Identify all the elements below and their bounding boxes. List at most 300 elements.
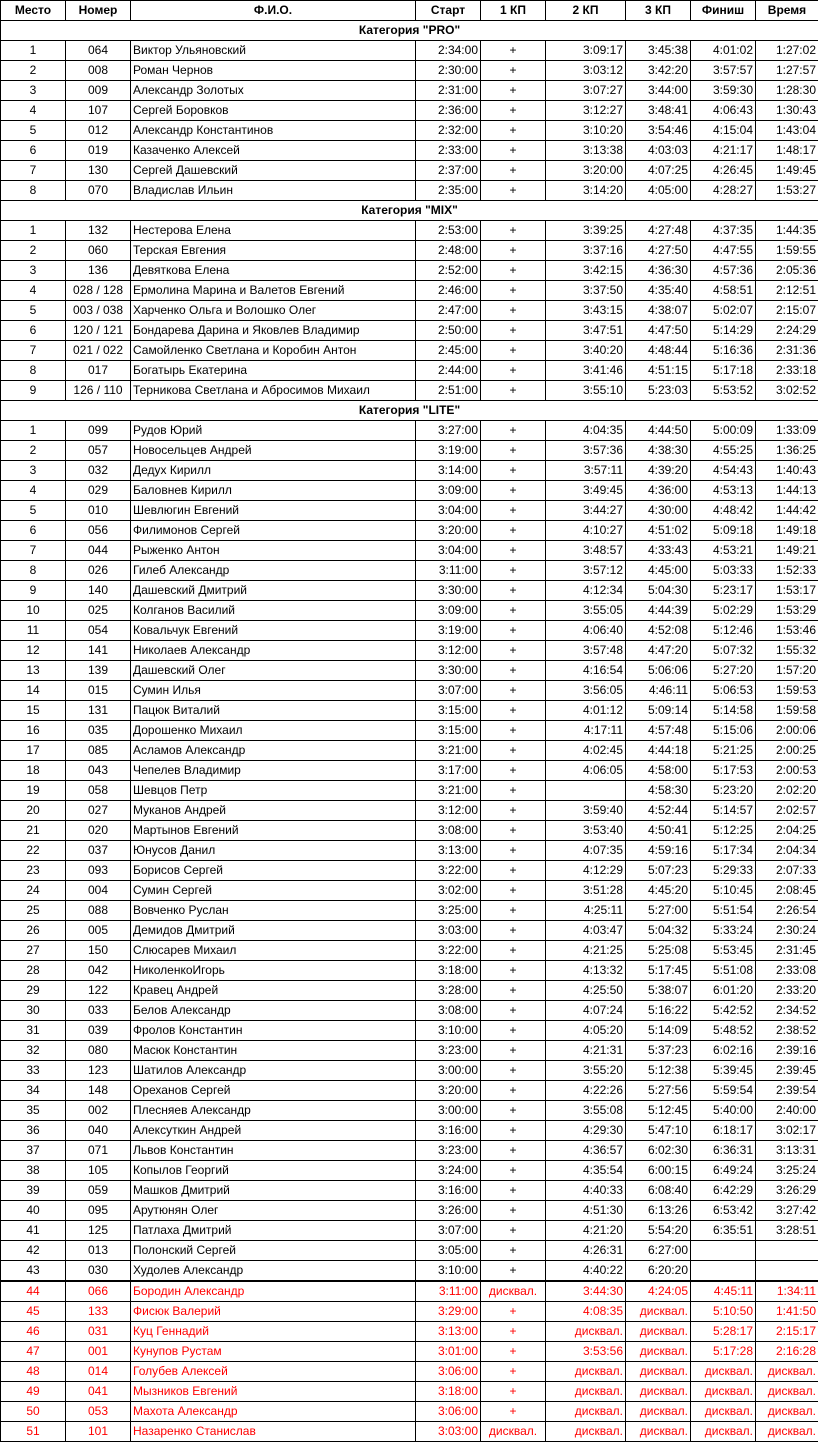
table-row [1,1382,818,1402]
cell-finish: 6:49:24 [691,1161,756,1181]
cell-name: Борисов Сергей [131,861,416,881]
table-row [1,1281,818,1302]
cell-place: 23 [1,861,66,881]
cell-time: дисквал. [756,1422,818,1442]
cell-place: 44 [1,1281,66,1302]
cell-number: 009 [66,81,131,101]
cell-finish: дисквал. [691,1382,756,1402]
cell-kp2: 4:17:11 [546,721,626,741]
cell-time: 2:00:25 [756,741,818,761]
cell-kp2: 4:10:27 [546,521,626,541]
header-name: Ф.И.О. [131,1,416,21]
cell-number: 107 [66,101,131,121]
table-row [1,901,818,921]
cell-name: Виктор Ульяновский [131,41,416,61]
cell-time: 2:39:16 [756,1041,818,1061]
cell-kp2: дисквал. [546,1422,626,1442]
cell-finish: 5:59:54 [691,1081,756,1101]
cell-kp3: 5:07:23 [626,861,691,881]
cell-kp3: 4:05:00 [626,181,691,201]
cell-kp3: 5:09:14 [626,701,691,721]
cell-name: Новосельцев Андрей [131,441,416,461]
table-row [1,981,818,1001]
cell-kp3: 4:48:44 [626,341,691,361]
table-row [1,81,818,101]
cell-kp3: дисквал. [626,1322,691,1342]
cell-name: Терникова Светлана и Абросимов Михаил [131,381,416,401]
cell-kp3: 4:03:03 [626,141,691,161]
cell-kp2: 4:35:54 [546,1161,626,1181]
cell-kp1: + [481,1021,546,1041]
cell-kp2: 4:06:05 [546,761,626,781]
cell-finish: 5:42:52 [691,1001,756,1021]
cell-name: Белов Александр [131,1001,416,1021]
cell-kp3: 5:06:06 [626,661,691,681]
cell-kp1: + [481,261,546,281]
cell-kp3: 3:54:46 [626,121,691,141]
cell-kp1: + [481,841,546,861]
cell-kp2: 4:01:12 [546,701,626,721]
cell-start: 2:31:00 [416,81,481,101]
cell-name: Сергей Дашевский [131,161,416,181]
cell-place: 7 [1,541,66,561]
table-row [1,1041,818,1061]
cell-number: 013 [66,1241,131,1261]
cell-kp3: 5:16:22 [626,1001,691,1021]
cell-finish: 6:36:31 [691,1141,756,1161]
cell-place: 1 [1,221,66,241]
cell-kp2: 3:13:38 [546,141,626,161]
cell-number: 041 [66,1382,131,1402]
cell-kp3: 4:36:30 [626,261,691,281]
cell-name: Дашевский Дмитрий [131,581,416,601]
category-title: Категория "MIX" [1,201,818,221]
category-header [1,21,818,41]
cell-finish: 5:12:25 [691,821,756,841]
cell-start: 3:14:00 [416,461,481,481]
cell-kp2 [546,781,626,801]
cell-name: Худолев Александр [131,1261,416,1282]
cell-name: Шевлюгин Евгений [131,501,416,521]
cell-place: 4 [1,481,66,501]
cell-kp1: + [481,561,546,581]
cell-number: 043 [66,761,131,781]
cell-kp3: 4:33:43 [626,541,691,561]
cell-place: 30 [1,1001,66,1021]
table-row [1,681,818,701]
table-row [1,961,818,981]
cell-kp1: + [481,541,546,561]
cell-number: 015 [66,681,131,701]
table-row [1,301,818,321]
cell-kp1: + [481,1322,546,1342]
cell-time: 2:02:20 [756,781,818,801]
table-row [1,521,818,541]
cell-name: Дорошенко Михаил [131,721,416,741]
cell-kp2: 3:57:48 [546,641,626,661]
cell-place: 8 [1,181,66,201]
cell-place: 51 [1,1422,66,1442]
cell-place: 12 [1,641,66,661]
cell-start: 3:09:00 [416,481,481,501]
cell-start: 3:01:00 [416,1342,481,1362]
cell-kp3: 5:38:07 [626,981,691,1001]
cell-number: 030 [66,1261,131,1282]
cell-kp3: дисквал. [626,1422,691,1442]
cell-kp3: 4:47:50 [626,321,691,341]
cell-finish: 5:51:08 [691,961,756,981]
cell-finish: 5:02:29 [691,601,756,621]
cell-place: 45 [1,1302,66,1322]
cell-finish: 5:29:33 [691,861,756,881]
cell-place: 8 [1,361,66,381]
table-row [1,361,818,381]
cell-time: 1:55:32 [756,641,818,661]
cell-start: 3:09:00 [416,601,481,621]
cell-finish: 5:14:29 [691,321,756,341]
cell-time: 2:30:24 [756,921,818,941]
cell-finish: 5:15:06 [691,721,756,741]
cell-number: 019 [66,141,131,161]
cell-kp1: + [481,1342,546,1362]
cell-name: Рыженко Антон [131,541,416,561]
cell-number: 125 [66,1221,131,1241]
cell-kp1: + [481,1001,546,1021]
cell-finish: 5:53:52 [691,381,756,401]
cell-finish: 5:16:36 [691,341,756,361]
cell-place: 2 [1,241,66,261]
cell-kp3: 6:13:26 [626,1201,691,1221]
cell-kp2: 4:05:20 [546,1021,626,1041]
cell-name: Копылов Георгий [131,1161,416,1181]
cell-time [756,1261,818,1282]
cell-name: Пацюк Виталий [131,701,416,721]
table-row [1,1402,818,1422]
cell-name: Бондарева Дарина и Яковлев Владимир [131,321,416,341]
cell-time: 1:53:46 [756,621,818,641]
cell-place: 37 [1,1141,66,1161]
cell-kp1: + [481,581,546,601]
cell-kp3: 4:59:16 [626,841,691,861]
cell-start: 3:19:00 [416,441,481,461]
cell-kp2: 3:03:12 [546,61,626,81]
cell-time: 2:39:45 [756,1061,818,1081]
cell-number: 057 [66,441,131,461]
cell-kp2: 4:21:20 [546,1221,626,1241]
cell-name: Махота Александр [131,1402,416,1422]
cell-kp1: + [481,1302,546,1322]
table-row [1,1001,818,1021]
cell-finish: 4:15:04 [691,121,756,141]
cell-place: 6 [1,321,66,341]
cell-place: 50 [1,1402,66,1422]
cell-time: 1:33:09 [756,421,818,441]
table-row [1,621,818,641]
cell-name: Николаев Александр [131,641,416,661]
cell-name: Фролов Константин [131,1021,416,1041]
cell-finish: дисквал. [691,1422,756,1442]
table-row [1,1201,818,1221]
cell-time: 1:44:42 [756,501,818,521]
cell-name: Баловнев Кирилл [131,481,416,501]
cell-place: 43 [1,1261,66,1282]
cell-kp1: + [481,501,546,521]
cell-finish: 5:39:45 [691,1061,756,1081]
cell-place: 31 [1,1021,66,1041]
cell-kp3: 6:02:30 [626,1141,691,1161]
cell-kp1: + [481,1241,546,1261]
header-row [1,1,818,21]
cell-number: 028 / 128 [66,281,131,301]
cell-finish: 3:59:30 [691,81,756,101]
cell-time: 3:02:52 [756,381,818,401]
cell-time: 1:44:13 [756,481,818,501]
cell-start: 2:33:00 [416,141,481,161]
cell-kp3: 4:51:02 [626,521,691,541]
cell-time: 1:40:43 [756,461,818,481]
cell-finish: 6:53:42 [691,1201,756,1221]
cell-place: 29 [1,981,66,1001]
cell-kp3: 4:52:08 [626,621,691,641]
cell-name: Мызников Евгений [131,1382,416,1402]
cell-start: 3:08:00 [416,821,481,841]
cell-kp3: 5:37:23 [626,1041,691,1061]
cell-finish: 4:21:17 [691,141,756,161]
cell-finish: 5:07:32 [691,641,756,661]
cell-time: 2:02:57 [756,801,818,821]
cell-time: 2:07:33 [756,861,818,881]
cell-kp1: + [481,1141,546,1161]
header-kp2: 2 КП [546,1,626,21]
table-row [1,421,818,441]
table-row [1,1322,818,1342]
cell-finish: 5:14:58 [691,701,756,721]
cell-kp2: 3:55:08 [546,1101,626,1121]
cell-kp1: + [481,1362,546,1382]
table-row [1,1241,818,1261]
cell-number: 136 [66,261,131,281]
cell-kp1: + [481,1181,546,1201]
cell-name: Муканов Андрей [131,801,416,821]
cell-name: Гилеб Александр [131,561,416,581]
cell-kp1: + [481,621,546,641]
cell-start: 3:21:00 [416,781,481,801]
cell-start: 2:45:00 [416,341,481,361]
cell-name: Демидов Дмитрий [131,921,416,941]
cell-place: 34 [1,1081,66,1101]
cell-finish: 5:06:53 [691,681,756,701]
cell-start: 2:34:00 [416,41,481,61]
cell-finish: 5:12:46 [691,621,756,641]
cell-start: 3:03:00 [416,921,481,941]
cell-number: 001 [66,1342,131,1362]
cell-place: 1 [1,421,66,441]
cell-time: 2:12:51 [756,281,818,301]
cell-kp1: + [481,381,546,401]
cell-kp2: 3:14:20 [546,181,626,201]
cell-finish: 4:58:51 [691,281,756,301]
cell-number: 085 [66,741,131,761]
cell-start: 3:27:00 [416,421,481,441]
cell-name: Ермолина Марина и Валетов Евгений [131,281,416,301]
cell-kp1: + [481,1081,546,1101]
cell-time: 1:44:35 [756,221,818,241]
cell-kp3: 3:44:00 [626,81,691,101]
header-start: Старт [416,1,481,21]
cell-name: Голубев Алексей [131,1362,416,1382]
cell-kp1: + [481,81,546,101]
cell-kp2: 4:07:35 [546,841,626,861]
cell-finish: 5:17:34 [691,841,756,861]
cell-name: Богатырь Екатерина [131,361,416,381]
cell-time: 2:00:53 [756,761,818,781]
cell-time: 1:53:27 [756,181,818,201]
cell-start: 3:13:00 [416,841,481,861]
cell-finish: 5:14:57 [691,801,756,821]
cell-number: 064 [66,41,131,61]
cell-kp2: 4:02:45 [546,741,626,761]
cell-kp1: + [481,341,546,361]
cell-kp1: + [481,641,546,661]
table-row [1,801,818,821]
cell-kp2: 4:40:22 [546,1261,626,1282]
cell-name: Сергей Боровков [131,101,416,121]
cell-finish: 6:18:17 [691,1121,756,1141]
cell-number: 035 [66,721,131,741]
cell-kp2: 3:37:50 [546,281,626,301]
cell-place: 3 [1,81,66,101]
cell-number: 044 [66,541,131,561]
cell-start: 2:48:00 [416,241,481,261]
cell-start: 3:15:00 [416,721,481,741]
cell-time: дисквал. [756,1402,818,1422]
cell-place: 9 [1,581,66,601]
cell-kp2: 3:10:20 [546,121,626,141]
cell-kp1: + [481,681,546,701]
cell-time: 2:26:54 [756,901,818,921]
cell-place: 47 [1,1342,66,1362]
cell-kp3: 6:00:15 [626,1161,691,1181]
cell-kp3: 4:52:44 [626,801,691,821]
cell-place: 42 [1,1241,66,1261]
cell-start: 3:16:00 [416,1181,481,1201]
cell-number: 056 [66,521,131,541]
cell-start: 3:20:00 [416,1081,481,1101]
cell-place: 28 [1,961,66,981]
table-row [1,1261,818,1282]
cell-kp2: 3:53:40 [546,821,626,841]
cell-time: 3:25:24 [756,1161,818,1181]
cell-kp1: + [481,241,546,261]
cell-number: 070 [66,181,131,201]
cell-kp2: 4:25:50 [546,981,626,1001]
cell-kp3: 4:38:07 [626,301,691,321]
table-row [1,241,818,261]
cell-place: 46 [1,1322,66,1342]
cell-time: 2:34:52 [756,1001,818,1021]
cell-number: 053 [66,1402,131,1422]
cell-name: Самойленко Светлана и Коробин Антон [131,341,416,361]
cell-finish: 5:17:18 [691,361,756,381]
cell-place: 8 [1,561,66,581]
cell-name: Слюсарев Михаил [131,941,416,961]
cell-time: 2:40:00 [756,1101,818,1121]
cell-number: 131 [66,701,131,721]
cell-kp3: 5:25:08 [626,941,691,961]
cell-finish: 5:17:28 [691,1342,756,1362]
cell-kp3: 5:04:32 [626,921,691,941]
cell-kp1: + [481,221,546,241]
cell-kp1: + [481,1161,546,1181]
cell-place: 20 [1,801,66,821]
cell-kp3: 6:08:40 [626,1181,691,1201]
table-row [1,921,818,941]
cell-start: 3:10:00 [416,1261,481,1282]
cell-place: 49 [1,1382,66,1402]
cell-kp1: + [481,661,546,681]
cell-name: Масюк Константин [131,1041,416,1061]
cell-kp2: дисквал. [546,1382,626,1402]
cell-kp3: 4:27:48 [626,221,691,241]
cell-place: 36 [1,1121,66,1141]
cell-start: 3:06:00 [416,1402,481,1422]
cell-time: 2:24:29 [756,321,818,341]
cell-start: 3:10:00 [416,1021,481,1041]
cell-name: Шатилов Александр [131,1061,416,1081]
cell-place: 5 [1,301,66,321]
cell-kp3: 5:12:38 [626,1061,691,1081]
cell-finish: 3:57:57 [691,61,756,81]
table-row [1,1362,818,1382]
cell-place: 33 [1,1061,66,1081]
table-row [1,781,818,801]
cell-number: 123 [66,1061,131,1081]
cell-place: 6 [1,521,66,541]
cell-start: 3:04:00 [416,501,481,521]
cell-number: 132 [66,221,131,241]
cell-kp2: 4:25:11 [546,901,626,921]
cell-time: 2:33:08 [756,961,818,981]
cell-start: 3:04:00 [416,541,481,561]
cell-place: 7 [1,341,66,361]
cell-finish: 5:53:45 [691,941,756,961]
cell-name: Ковальчук Евгений [131,621,416,641]
cell-kp2: 4:03:47 [546,921,626,941]
cell-kp3: 4:50:41 [626,821,691,841]
cell-number: 101 [66,1422,131,1442]
table-row [1,1141,818,1161]
cell-place: 14 [1,681,66,701]
table-row [1,741,818,761]
table-row [1,1021,818,1041]
table-row [1,481,818,501]
cell-number: 021 / 022 [66,341,131,361]
cell-kp3: 4:45:00 [626,561,691,581]
cell-time: 1:27:57 [756,61,818,81]
cell-start: 3:02:00 [416,881,481,901]
cell-time: 2:39:54 [756,1081,818,1101]
cell-kp1: + [481,801,546,821]
cell-finish: 5:28:17 [691,1322,756,1342]
cell-kp1: + [481,1221,546,1241]
cell-start: 3:00:00 [416,1101,481,1121]
cell-name: Плесняев Александр [131,1101,416,1121]
cell-kp2: 3:20:00 [546,161,626,181]
category-title: Категория "PRO" [1,21,818,41]
cell-place: 15 [1,701,66,721]
cell-kp3: 4:44:39 [626,601,691,621]
cell-start: 3:13:00 [416,1322,481,1342]
